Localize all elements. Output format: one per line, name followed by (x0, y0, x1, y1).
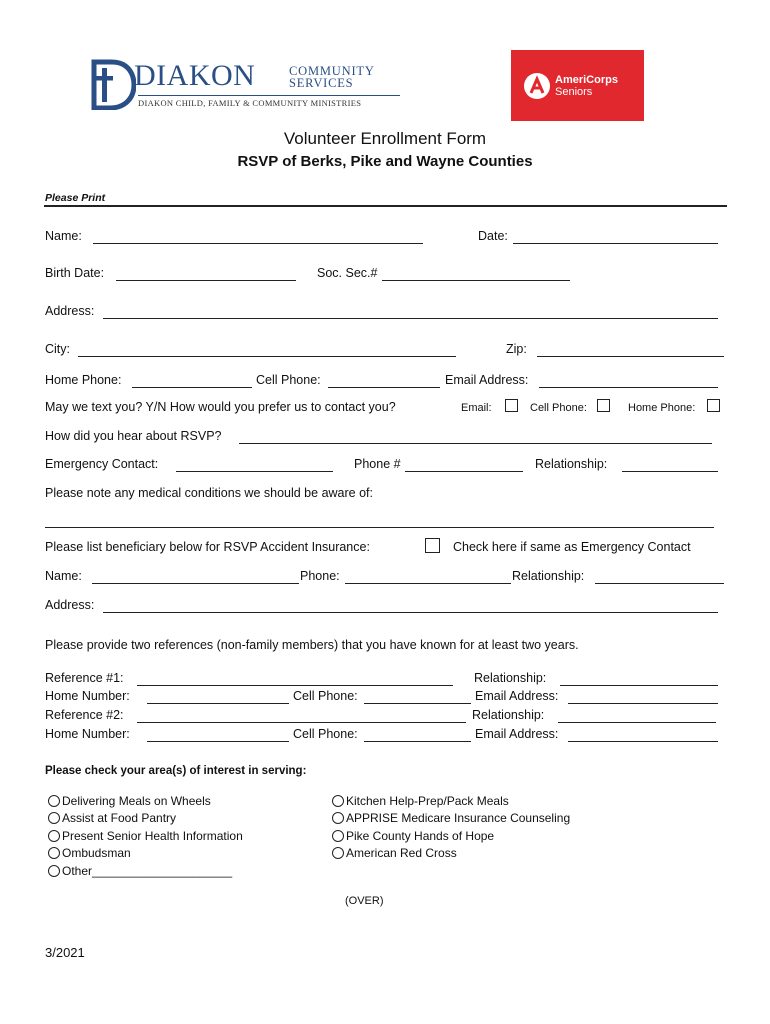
radio-icon[interactable] (48, 795, 60, 807)
diakon-divider (138, 95, 400, 96)
reference-1-relationship-label: Relationship: (474, 671, 547, 685)
interest-label: Pike County Hands of Hope (346, 829, 495, 843)
radio-icon[interactable] (48, 830, 60, 842)
diakon-cross-icon (88, 58, 136, 110)
interests-heading: Please check your area(s) of interest in serving: (45, 765, 307, 777)
reference-2-field[interactable] (137, 722, 466, 723)
beneficiary-address-label: Address: (45, 598, 95, 612)
reference-2-relationship-field[interactable] (558, 722, 716, 723)
reference-1-cell-phone-label: Cell Phone: (293, 689, 358, 703)
beneficiary-address-field[interactable] (103, 612, 718, 613)
date-label: Date: (478, 229, 508, 243)
contact-home-label: Home Phone: (628, 402, 696, 414)
reference-1-field[interactable] (137, 685, 453, 686)
cell-phone-label: Cell Phone: (256, 373, 321, 387)
emergency-phone-field[interactable] (405, 471, 523, 472)
date-field[interactable] (513, 243, 718, 244)
reference-1-home-number-label: Home Number: (45, 689, 130, 703)
americorps-logo (511, 50, 644, 121)
interest-option[interactable] (332, 810, 570, 828)
interest-option[interactable] (48, 793, 211, 811)
diakon-tagline: DIAKON CHILD, FAMILY & COMMUNITY MINISTRIES (138, 98, 362, 108)
zip-field[interactable] (537, 356, 724, 357)
soc-sec-field[interactable] (382, 280, 570, 281)
radio-icon[interactable] (332, 847, 344, 859)
interest-label: Kitchen Help-Prep/Pack Meals (346, 794, 509, 808)
emergency-contact-label: Emergency Contact: (45, 457, 159, 471)
radio-icon[interactable] (48, 812, 60, 824)
interest-label: APPRISE Medicare Insurance Counseling (346, 811, 571, 825)
americorps-line2: Seniors (555, 86, 593, 98)
text-question: May we text you? Y/N How would you prefer us to contact you? (45, 400, 396, 414)
interest-option[interactable] (48, 828, 243, 846)
please-print-label: Please Print (45, 192, 106, 204)
americorps-line1: AmeriCorps (555, 74, 618, 86)
beneficiary-relationship-label: Relationship: (512, 569, 585, 583)
interest-option[interactable] (48, 845, 131, 863)
home-phone-label: Home Phone: (45, 373, 122, 387)
emergency-relationship-label: Relationship: (535, 457, 608, 471)
reference-2-relationship-label: Relationship: (472, 708, 545, 722)
reference-2-home-number-label: Home Number: (45, 727, 130, 741)
emergency-relationship-field[interactable] (622, 471, 718, 472)
radio-icon[interactable] (48, 847, 60, 859)
header-divider (44, 205, 727, 207)
interest-option[interactable] (332, 793, 509, 811)
diakon-name: DIAKON (134, 59, 256, 92)
reference-1-email-field[interactable] (568, 703, 718, 704)
same-as-emergency-checkbox[interactable] (425, 538, 440, 553)
cell-phone-field[interactable] (328, 387, 440, 388)
radio-icon[interactable] (48, 865, 60, 877)
home-phone-field[interactable] (132, 387, 252, 388)
radio-icon[interactable] (332, 830, 344, 842)
same-as-emergency-label: Check here if same as Emergency Contact (453, 540, 691, 554)
emergency-phone-label: Phone # (354, 457, 401, 471)
reference-2-cell-phone-field[interactable] (364, 741, 471, 742)
interest-label: Other_____________________ (62, 864, 233, 878)
contact-email-checkbox[interactable] (505, 399, 518, 412)
reference-1-label: Reference #1: (45, 671, 124, 685)
medical-note-label: Please note any medical conditions we should be aware of: (45, 486, 373, 500)
interest-label: Delivering Meals on Wheels (62, 794, 211, 808)
medical-conditions-field[interactable] (45, 527, 714, 528)
reference-2-cell-phone-label: Cell Phone: (293, 727, 358, 741)
interest-label: Ombudsman (62, 846, 131, 860)
interest-label: Present Senior Health Information (62, 829, 243, 843)
reference-2-label: Reference #2: (45, 708, 124, 722)
interest-option[interactable] (332, 828, 494, 846)
name-field[interactable] (93, 243, 423, 244)
birth-date-label: Birth Date: (45, 266, 105, 280)
city-label: City: (45, 342, 70, 356)
beneficiary-phone-label: Phone: (300, 569, 340, 583)
heard-about-field[interactable] (239, 443, 712, 444)
reference-2-home-number-field[interactable] (147, 741, 289, 742)
contact-email-label: Email: (461, 402, 492, 414)
name-label: Name: (45, 229, 82, 243)
references-intro: Please provide two references (non-family members) that you have known for at least two years. (45, 638, 579, 652)
beneficiary-name-label: Name: (45, 569, 82, 583)
address-field[interactable] (103, 318, 718, 319)
contact-cell-checkbox[interactable] (597, 399, 610, 412)
city-field[interactable] (78, 356, 456, 357)
over-label: (OVER) (345, 895, 384, 907)
reference-1-cell-phone-field[interactable] (364, 703, 471, 704)
reference-1-email-label: Email Address: (475, 689, 559, 703)
contact-cell-label: Cell Phone: (530, 402, 587, 414)
diakon-services: SERVICES (289, 76, 354, 90)
page-subtitle: RSVP of Berks, Pike and Wayne Counties (237, 153, 533, 170)
page-title: Volunteer Enrollment Form (283, 129, 487, 148)
email-address-label: Email Address: (445, 373, 529, 387)
diakon-logo (88, 58, 403, 112)
address-label: Address: (45, 304, 95, 318)
interest-label: American Red Cross (346, 846, 457, 860)
americorps-a-icon (523, 72, 551, 100)
zip-label: Zip: (506, 342, 527, 356)
diakon-community: COMMUNITY (289, 64, 375, 78)
email-address-field[interactable] (539, 387, 718, 388)
beneficiary-phone-field[interactable] (345, 583, 511, 584)
contact-home-checkbox[interactable] (707, 399, 720, 412)
beneficiary-name-field[interactable] (92, 583, 299, 584)
emergency-contact-field[interactable] (176, 471, 333, 472)
beneficiary-relationship-field[interactable] (595, 583, 724, 584)
reference-2-email-field[interactable] (568, 741, 718, 742)
interest-option[interactable] (332, 845, 457, 863)
beneficiary-label: Please list beneficiary below for RSVP Accident Insurance: (45, 540, 370, 554)
reference-2-email-label: Email Address: (475, 727, 559, 741)
birth-date-field[interactable] (116, 280, 296, 281)
soc-sec-label: Soc. Sec.# (317, 266, 378, 280)
reference-1-home-number-field[interactable] (147, 703, 289, 704)
radio-icon[interactable] (332, 795, 344, 807)
interest-option[interactable] (48, 810, 176, 828)
heard-about-label: How did you hear about RSVP? (45, 429, 222, 443)
interest-label: Assist at Food Pantry (62, 811, 177, 825)
footer-date: 3/2021 (45, 945, 85, 960)
interest-option[interactable] (48, 863, 232, 881)
reference-1-relationship-field[interactable] (560, 685, 718, 686)
radio-icon[interactable] (332, 812, 344, 824)
